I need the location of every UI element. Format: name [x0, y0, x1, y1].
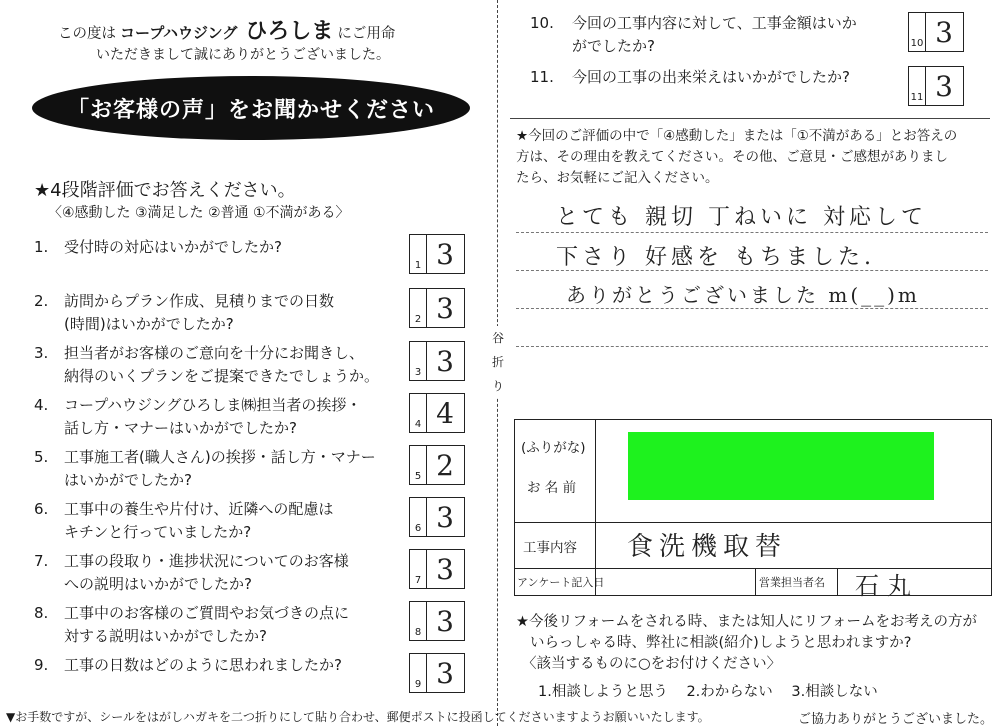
- question-text: (時間)はいかがでしたか?: [64, 315, 234, 333]
- question-number: 7.: [34, 552, 49, 570]
- option-no-consult[interactable]: 3.相談しない: [791, 684, 878, 700]
- question-text: 工事の段取り・進捗状況についてのお客様: [64, 552, 349, 570]
- question-number: 2.: [34, 292, 49, 310]
- question-11: [530, 66, 850, 89]
- box-number: 9: [414, 679, 422, 690]
- handwritten-comment-line-3[interactable]: ありがとうございました m(__)m: [566, 283, 920, 307]
- footer-thanks: ご協力ありがとうございました。: [798, 712, 994, 727]
- voice-banner: [32, 76, 470, 140]
- answer-box-8[interactable]: [409, 601, 465, 641]
- referral-line: ★今後リフォームをされる時、または知人にリフォームをお考えの方が: [516, 614, 978, 630]
- question-number: 3.: [34, 344, 49, 362]
- question-text: 今回の工事の出来栄えはいかがでしたか?: [572, 68, 850, 86]
- question-text: 対する説明はいかがでしたか?: [64, 627, 267, 645]
- answer-value: 3: [436, 291, 454, 325]
- footer-instructions: ▼お手数ですが、シールをはがしハガキを二つ折りにして貼り合わせ、郵便ポストに投函してくださいますようお願いいたします。: [6, 710, 710, 724]
- question-3: [34, 342, 379, 388]
- question-text: への説明はいかがでしたか?: [64, 575, 252, 593]
- referral-line: いらっしゃる時、弊社に相談(紹介)しようと思われますか?: [530, 635, 912, 651]
- prompt-line: たら、お気軽にご記入ください。: [516, 170, 719, 186]
- answer-value: 3: [436, 656, 454, 690]
- rating-scale: 〈④感動した ③満足した ②普通 ①不満がある〉: [48, 205, 350, 221]
- answer-box-6[interactable]: [409, 497, 465, 537]
- work-content-label: 工事内容: [523, 540, 577, 556]
- answer-box-3[interactable]: [409, 341, 465, 381]
- question-text: 工事中のお客様のご質問やお気づきの点に: [64, 604, 350, 622]
- box-number: 5: [414, 471, 422, 482]
- box-number: 10: [910, 38, 924, 49]
- sales-staff-label: 営業担当者名: [759, 576, 825, 589]
- banner-text: 「お客様の声」をお聞かせください: [66, 97, 435, 123]
- option-consult[interactable]: 1.相談しようと思う: [538, 684, 668, 700]
- answer-box-5[interactable]: [409, 445, 465, 485]
- survey-date-label: アンケート記入日: [517, 576, 605, 589]
- question-2: [34, 290, 334, 336]
- answer-value: 3: [935, 15, 953, 49]
- answer-value: 3: [436, 344, 454, 378]
- answer-value: 2: [436, 448, 454, 482]
- prompt-line: 方は、その理由を教えてください。その他、ご意見・ご感想がありまし: [516, 149, 948, 165]
- intro-line-1: [58, 14, 395, 45]
- comment-rule: [516, 346, 988, 347]
- question-text: 担当者がお客様のご意向を十分にお聞きし、: [64, 344, 365, 362]
- prompt-line: ★今回のご評価の中で「④感動した」または「①不満がある」とお答えの: [516, 128, 958, 144]
- answer-box-4[interactable]: [409, 393, 465, 433]
- answer-value: 3: [935, 69, 953, 103]
- comment-rule: [516, 232, 988, 233]
- question-text: 訪問からプラン作成、見積りまでの日数: [64, 292, 335, 310]
- question-10: [530, 12, 857, 58]
- question-9: [34, 654, 342, 677]
- question-text: 話し方・マナーはいかがでしたか?: [64, 419, 297, 437]
- question-number: 10.: [530, 14, 554, 32]
- question-text: 納得のいくプランをご提案できたでしょうか。: [64, 367, 380, 385]
- box-number: 2: [414, 314, 422, 325]
- question-text: 今回の工事内容に対して、工事金額はいか: [572, 14, 857, 32]
- referral-options: [538, 680, 892, 701]
- question-number: 8.: [34, 604, 49, 622]
- question-number: 5.: [34, 448, 49, 466]
- option-unsure[interactable]: 2.わからない: [686, 684, 773, 700]
- box-number: 8: [414, 627, 422, 638]
- question-5: [34, 446, 376, 492]
- question-text: がでしたか?: [572, 37, 655, 55]
- intro-line-2: いただきまして誠にありがとうございました。: [96, 47, 390, 63]
- question-1: [34, 236, 282, 259]
- work-content-value[interactable]: 食洗機取替: [627, 532, 788, 562]
- brand-name-b: ひろしま: [245, 19, 334, 44]
- handwritten-comment-line-1[interactable]: とても 親切 丁ねいに 対応して: [556, 205, 927, 230]
- answer-box-1[interactable]: [409, 234, 465, 274]
- name-label: お 名 前: [527, 480, 577, 496]
- sales-staff-value[interactable]: 石丸: [855, 572, 919, 600]
- comment-rule: [516, 308, 988, 309]
- answer-box-11[interactable]: [908, 66, 964, 106]
- answer-value: 3: [436, 552, 454, 586]
- answer-box-2[interactable]: [409, 288, 465, 328]
- answer-value: 3: [436, 500, 454, 534]
- rating-title: ★4段階評価でお答えください。: [34, 180, 296, 201]
- handwritten-comment-line-2[interactable]: 下さり 好感を もちました.: [556, 245, 875, 270]
- question-text: 工事施工者(職人さん)の挨拶・話し方・マナー: [64, 448, 376, 466]
- question-number: 1.: [34, 238, 49, 256]
- referral-line: 〈該当するものに○をお付けください〉: [522, 656, 782, 672]
- box-number: 6: [414, 523, 422, 534]
- box-number: 7: [414, 575, 422, 586]
- fold-label: 谷折り: [490, 326, 506, 398]
- box-number: 1: [414, 260, 422, 271]
- intro-prefix: この度は: [58, 26, 116, 42]
- furigana-label: (ふりがな): [521, 440, 586, 456]
- box-number: 4: [414, 419, 422, 430]
- box-number: 11: [910, 92, 924, 103]
- intro-suffix: にご用命: [337, 26, 396, 42]
- answer-value: 3: [436, 604, 454, 638]
- question-6: [34, 498, 333, 544]
- question-text: コープハウジングひろしま㈱担当者の挨拶・: [64, 396, 362, 414]
- question-7: [34, 550, 349, 596]
- question-number: 9.: [34, 656, 49, 674]
- name-redaction: [628, 432, 934, 500]
- question-text: 工事中の養生や片付け、近隣への配慮は: [64, 500, 334, 518]
- question-text: 工事の日数はどのように思われましたか?: [64, 656, 342, 674]
- brand-name-a: コープハウジング: [120, 24, 238, 42]
- answer-box-9[interactable]: [409, 653, 465, 693]
- referral-question: [516, 612, 977, 675]
- comment-prompt: [516, 126, 957, 189]
- question-text: キチンと行っていましたか?: [64, 523, 252, 541]
- box-number: 3: [414, 367, 422, 378]
- question-8: [34, 602, 349, 648]
- answer-box-7[interactable]: [409, 549, 465, 589]
- question-number: 11.: [530, 68, 554, 86]
- answer-value: 4: [436, 396, 454, 430]
- question-number: 4.: [34, 396, 49, 414]
- question-text: はいかがでしたか?: [64, 471, 192, 489]
- section-divider: [510, 118, 990, 119]
- answer-value: 3: [436, 237, 454, 271]
- question-number: 6.: [34, 500, 49, 518]
- answer-box-10[interactable]: [908, 12, 964, 52]
- question-text: 受付時の対応はいかがでしたか?: [64, 238, 282, 256]
- question-4: [34, 394, 361, 440]
